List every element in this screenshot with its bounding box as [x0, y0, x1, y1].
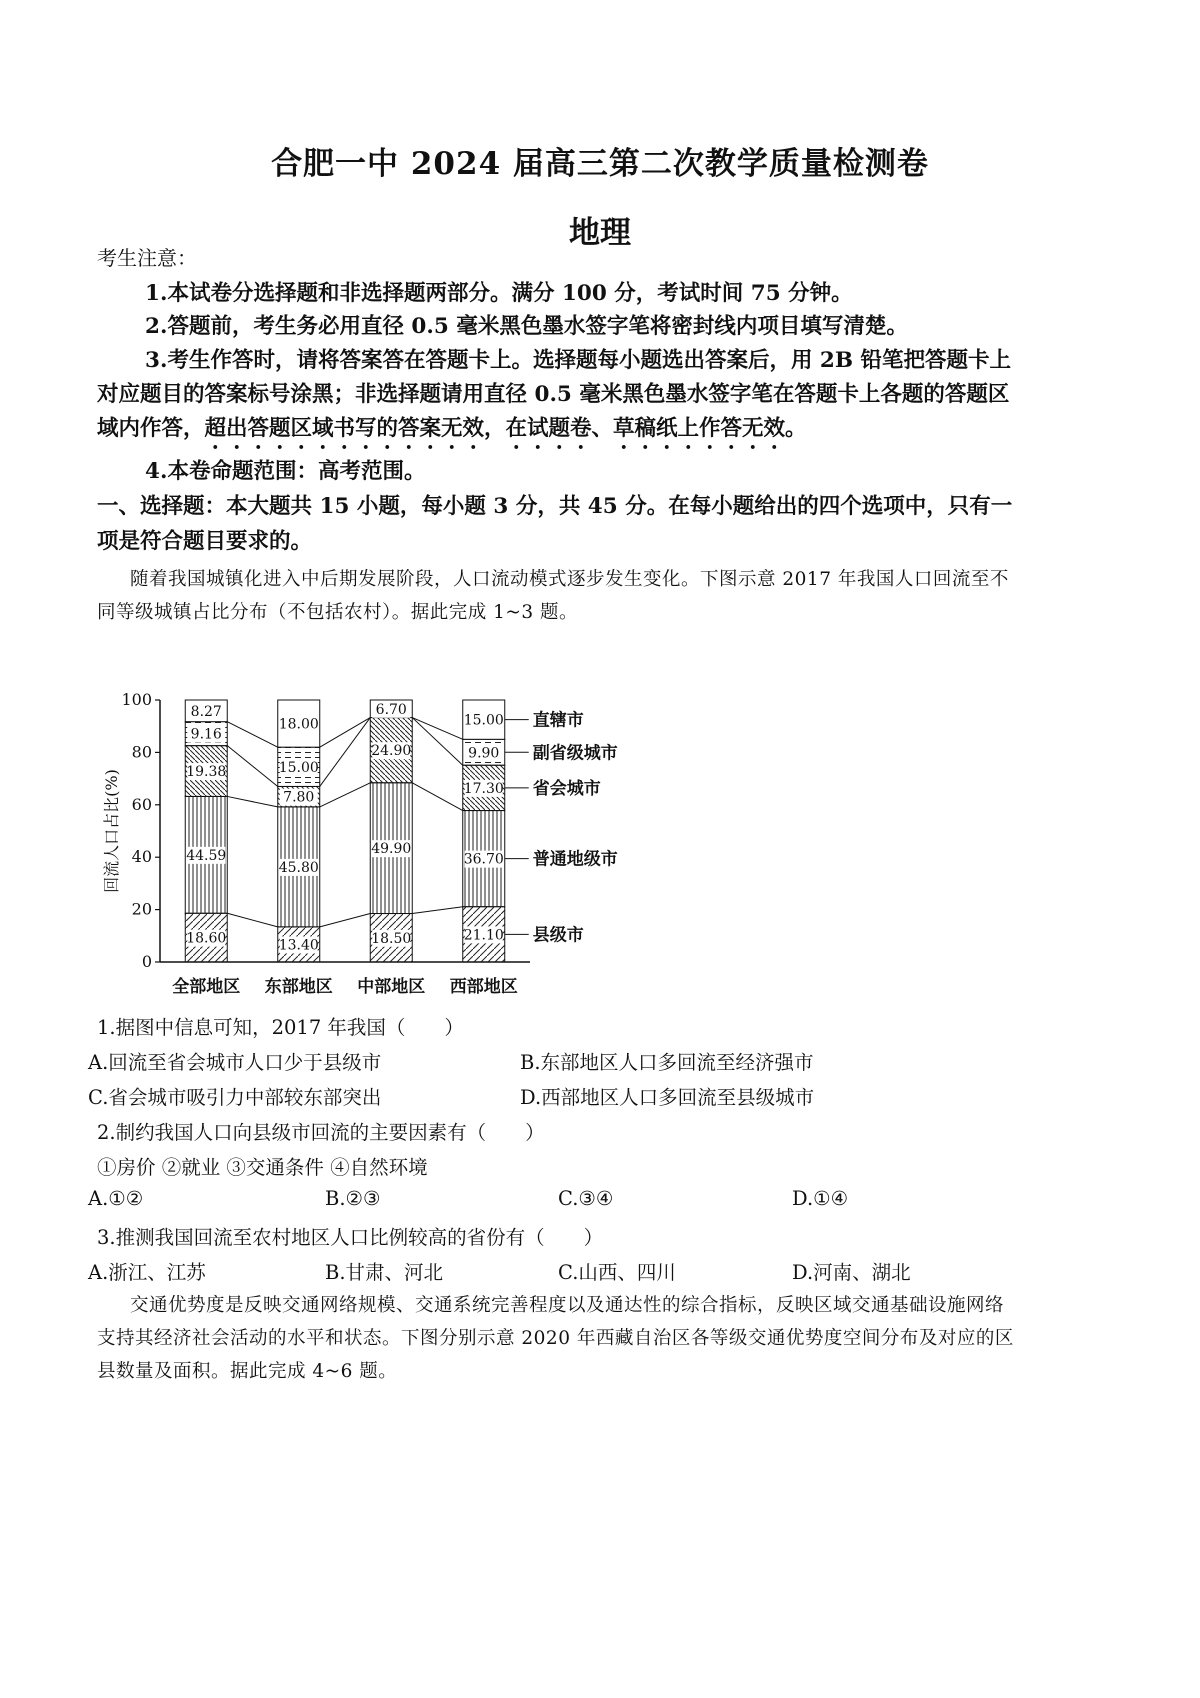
- notice-item-4: 4.本卷命题范围：高考范围。: [145, 459, 426, 484]
- question-2-option-b: B.②③: [325, 1187, 381, 1210]
- legend-label: 副省级城市: [532, 743, 618, 764]
- series-connector-line: [227, 722, 278, 747]
- question-2-option-d: D.①④: [792, 1187, 849, 1210]
- exam-title: 合肥一中 2024 届高三第二次教学质量检测卷: [271, 146, 929, 182]
- value-label: 15.00: [463, 712, 504, 729]
- legend-label: 直辖市: [532, 710, 584, 731]
- notice-item-3-part-c: 。: [785, 416, 807, 441]
- passage-2-line-2: 支持其经济社会活动的水平和状态。下图分别示意 2020 年西藏自治区各等级交通优势度空间分布及对应的区: [97, 1328, 1014, 1349]
- passage-1-line-1: 随着我国城镇化进入中后期发展阶段，人口流动模式逐步发生变化。下图示意 2017 年我国人口回流至不: [130, 569, 1009, 590]
- notice-item-3-line-3: [97, 415, 1107, 454]
- value-label: 19.38: [186, 764, 227, 781]
- legend-label: 县级市: [532, 925, 584, 946]
- notice-item-2: 2.答题前，考生务必用直径 0.5 毫米黑色墨水签字笔将密封线内项目填写清楚。: [145, 314, 908, 339]
- value-label: 9.90: [468, 745, 500, 762]
- notice-emphasis-text: 超出答题区域书写的答案无效，在试题卷、草稿纸上作答无效: [204, 416, 786, 441]
- value-label: 13.40: [278, 937, 319, 954]
- question-1-option-c: C.省会城市吸引力中部较东部突出: [88, 1086, 382, 1109]
- value-label: 21.10: [463, 927, 504, 944]
- series-connector-line: [412, 718, 463, 740]
- y-tick-label: 60: [131, 794, 152, 814]
- series-connector-line: [227, 913, 278, 927]
- question-1-option-d: D.西部地区人口多回流至县级城市: [520, 1086, 815, 1109]
- series-connector-line: [412, 718, 463, 766]
- y-tick-label: 80: [131, 742, 152, 762]
- value-label: 24.90: [371, 743, 412, 760]
- passage-2-line-3: 县数量及面积。据此完成 4~6 题。: [97, 1361, 398, 1382]
- series-connector-line: [320, 914, 371, 927]
- y-tick-label: 40: [131, 847, 152, 867]
- notice-item-3-line-1: 3.考生作答时，请将答案答在答题卡上。选择题每小题选出答案后，用 2B 铅笔把答题卡上: [145, 348, 1012, 373]
- series-connector-line: [320, 718, 371, 748]
- question-1-option-a: A.回流至省会城市人口少于县级市: [88, 1051, 382, 1074]
- series-connector-line: [320, 783, 371, 807]
- category-label: 东部地区: [264, 977, 333, 997]
- y-tick-label: 100: [121, 690, 152, 709]
- question-3-option-b: B.甘肃、河北: [325, 1261, 444, 1284]
- question-3-stem: 3.推测我国回流至农村地区人口比例较高的省份有（ ）: [97, 1226, 604, 1249]
- section-1-line-2: 项是符合题目要求的。: [97, 529, 313, 554]
- subject-title: 地理: [569, 215, 631, 251]
- notice-heading: 考生注意：: [97, 246, 197, 270]
- category-label: 全部地区: [172, 977, 241, 997]
- value-label: 8.27: [190, 703, 222, 720]
- question-1-stem: 1.据图中信息可知，2017 年我国（ ）: [97, 1016, 464, 1039]
- value-label: 7.80: [283, 789, 315, 806]
- value-label: 15.00: [278, 759, 319, 776]
- question-3-option-a: A.浙江、江苏: [88, 1261, 206, 1284]
- notice-item-3-part-a: 域内作答，: [97, 416, 205, 441]
- legend-label: 省会城市: [532, 778, 601, 799]
- category-label: 西部地区: [449, 977, 518, 997]
- question-3-option-c: C.山西、四川: [558, 1261, 676, 1284]
- section-1-line-1: 一、选择题：本大题共 15 小题，每小题 3 分，共 45 分。在每小题给出的四个选项中，只有一: [97, 494, 1013, 519]
- question-2-stem: 2.制约我国人口向县级市回流的主要因素有（ ）: [97, 1121, 545, 1144]
- notice-item-1: 1.本试卷分选择题和非选择题两部分。满分 100 分，考试时间 75 分钟。: [145, 281, 853, 306]
- y-axis-label: 回流人口占比(%): [102, 769, 121, 893]
- stacked-bar-chart: [95, 690, 655, 1010]
- series-connector-line: [412, 907, 463, 914]
- series-connector-line: [227, 796, 278, 806]
- question-2-option-a: A.①②: [88, 1187, 144, 1210]
- passage-2-line-1: 交通优势度是反映交通网络规模、交通系统完善程度以及通达性的综合指标，反映区域交通基础设施网络: [130, 1295, 1005, 1316]
- series-connector-line: [412, 783, 463, 811]
- value-label: 36.70: [463, 851, 504, 868]
- value-label: 6.70: [375, 701, 407, 718]
- question-2-option-c: C.③④: [558, 1187, 614, 1210]
- value-label: 17.30: [463, 780, 504, 797]
- y-tick-label: 20: [131, 899, 152, 919]
- value-label: 9.16: [190, 726, 222, 743]
- series-connector-line: [320, 718, 371, 787]
- question-3-option-d: D.河南、湖北: [792, 1261, 911, 1284]
- value-label: 18.00: [278, 716, 319, 733]
- value-label: 45.80: [278, 859, 319, 876]
- legend-label: 普通地级市: [532, 849, 618, 870]
- question-2-choices: ①房价 ②就业 ③交通条件 ④自然环境: [97, 1156, 428, 1179]
- value-label: 44.59: [186, 847, 227, 864]
- value-label: 49.90: [371, 841, 412, 858]
- value-label: 18.50: [371, 930, 412, 947]
- notice-item-3-line-2: 对应题目的答案标号涂黑；非选择题请用直径 0.5 毫米黑色墨水签字笔在答题卡上各题的答题区: [97, 382, 1010, 407]
- question-1-option-b: B.东部地区人口多回流至经济强市: [520, 1051, 814, 1074]
- series-connector-line: [227, 746, 278, 787]
- category-label: 中部地区: [357, 977, 426, 997]
- passage-1-line-2: 同等级城镇占比分布（不包括农村）。据此完成 1~3 题。: [97, 602, 579, 623]
- value-label: 18.60: [186, 930, 227, 947]
- y-tick-label: 0: [141, 952, 152, 971]
